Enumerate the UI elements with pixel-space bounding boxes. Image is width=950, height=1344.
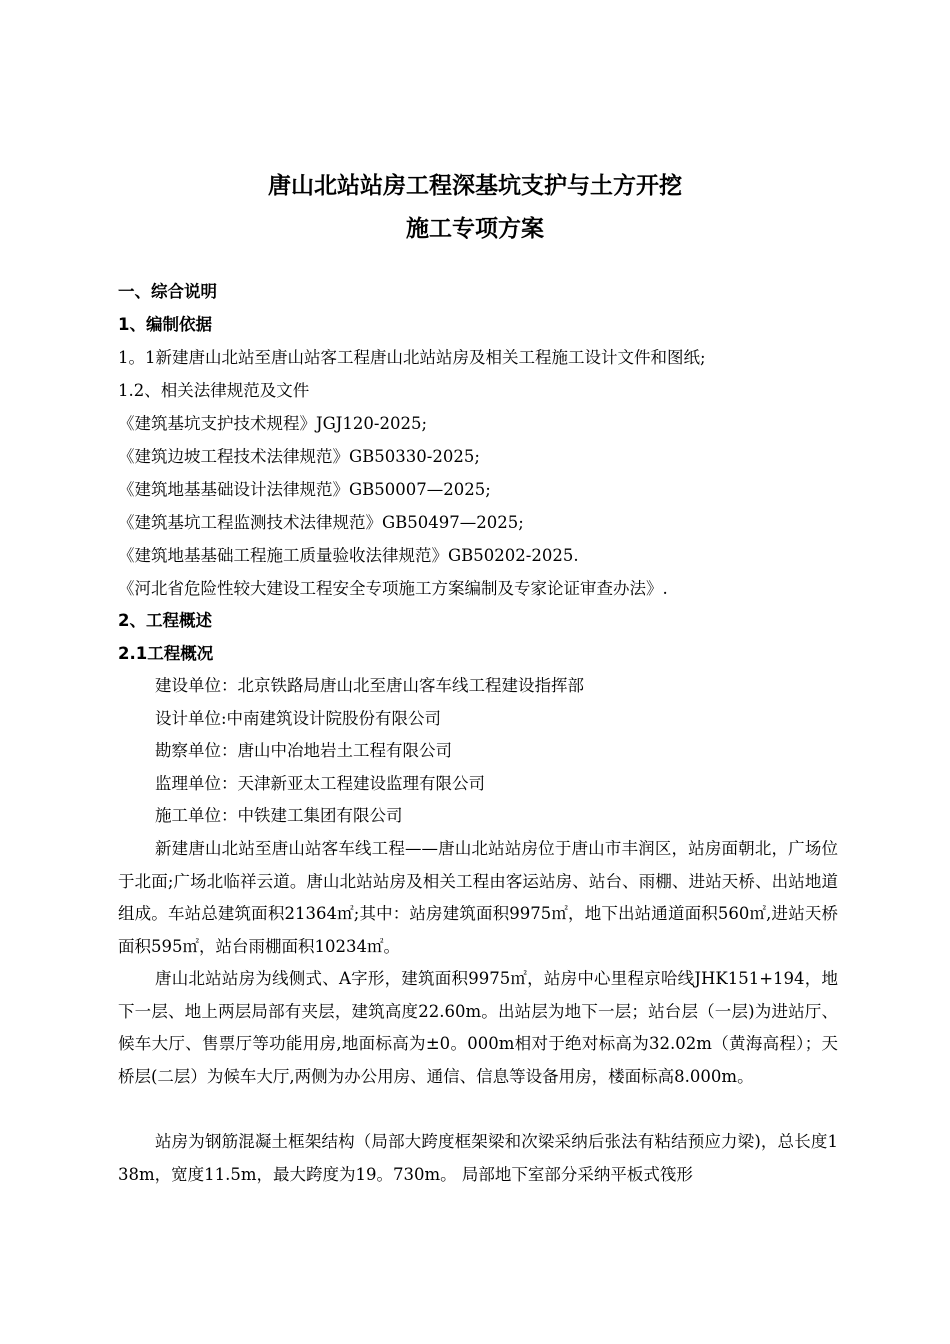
party-design-unit: 设计单位:中南建筑设计院股份有限公司	[155, 709, 442, 728]
reference-item: 《建筑边坡工程技术法律规范》GB50330-2025;	[118, 447, 480, 466]
subsection-2-1-heading: 2.1工程概况	[118, 644, 214, 663]
reference-item: 《建筑地基基础工程施工质量验收法律规范》GB50202-2025.	[118, 546, 579, 565]
overview-paragraph-location: 新建唐山北站至唐山站客车线工程——唐山北站站房位于唐山市丰润区，站房面朝北，广场位于北面;广场北临祥云道。唐山北站站房及相关工程由客运站房、站台、雨棚、进站天桥、出站地道组成。车站总建筑面积21364㎡;其中：站房建筑面积9975㎡，地下出站通道面积560㎡,进站天桥面积595㎡，站台雨棚面积10234㎡。	[118, 839, 838, 956]
item-1-2: 1.2、相关法律规范及文件	[118, 381, 310, 400]
party-builder-unit: 施工单位：中铁建工集团有限公司	[155, 806, 403, 825]
overview-paragraph-station: 唐山北站站房为线侧式、A字形，建筑面积9975㎡，站房中心里程京哈线JHK151+194，地下一层、地上两层局部有夹层，建筑高度22.60m。出站层为地下一层；站台层（一层)为进站厅、候车大厅、售票厅等功能用房,地面标高为±0。000m相对于绝对标高为32.02m（黄海高程）；天桥层(二层）为候车大厅,两侧为办公用房、通信、信息等设备用房，楼面标高8.000m。	[118, 969, 838, 1086]
item-1-1: 1。1新建唐山北站至唐山站客工程唐山北站站房及相关工程施工设计文件和图纸;	[118, 348, 706, 367]
reference-item: 《建筑地基基础设计法律规范》GB50007—2025;	[118, 480, 491, 499]
reference-item: 《建筑基坑支护技术规程》JGJ120-2025;	[118, 414, 428, 433]
reference-item: 《建筑基坑工程监测技术法律规范》GB50497—2025;	[118, 513, 524, 532]
section-2-heading: 2、工程概述	[118, 611, 212, 630]
document-title-line-2: 施工专项方案	[406, 216, 544, 242]
party-survey-unit: 勘察单位：唐山中冶地岩土工程有限公司	[155, 741, 452, 760]
document-title-line-1: 唐山北站站房工程深基坑支护与土方开挖	[268, 173, 682, 199]
subsection-1-1-heading: 1、编制依据	[118, 315, 212, 334]
section-1-heading: 一、综合说明	[118, 282, 217, 301]
reference-item: 《河北省危险性较大建设工程安全专项施工方案编制及专家论证审查办法》.	[118, 579, 668, 598]
overview-paragraph-structure: 站房为钢筋混凝土框架结构（局部大跨度框架梁和次梁采纳后张法有粘结预应力梁)，总长度138m，宽度11.5m，最大跨度为19。730m。 局部地下室部分采纳平板式筏形	[118, 1132, 838, 1184]
party-construction-unit: 建设单位：北京铁路局唐山北至唐山客车线工程建设指挥部	[155, 676, 584, 695]
party-supervision-unit: 监理单位：天津新亚太工程建设监理有限公司	[155, 774, 485, 793]
